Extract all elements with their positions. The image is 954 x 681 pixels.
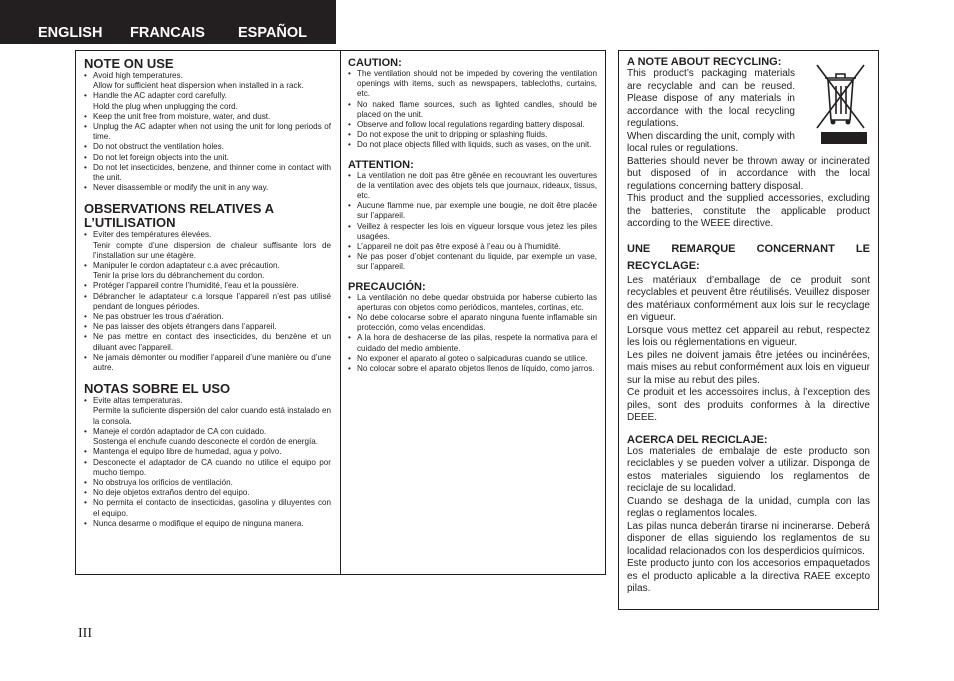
recycling-column [627,56,870,596]
list-item [348,201,597,221]
es-note-title: NOTAS SOBRE EL USO [84,381,231,397]
attention-list [348,171,597,273]
attention-title: ATTENTION: [348,158,414,171]
precaucion-list [348,293,597,375]
es-note-list [84,396,331,529]
list-item-text: Desconecte el adaptador de CA cuando no utilice el equipo por mucho tiempo. [93,457,331,477]
list-item-text: Maneje el cordón adaptador de CA con cuidado. [93,426,267,436]
en-recycling-title: A NOTE ABOUT RECYCLING: [627,56,782,68]
list-item-text: Do not let insecticides, benzene, and thinner come in contact with the unit. [93,162,331,183]
list-item [84,281,331,291]
list-item-text: No permita el contacto de insecticidas, gasolina y diluyentes con el equipo. [93,498,331,518]
list-item-text: Avoid high temperatures. [93,71,183,80]
caution-column [348,57,597,374]
list-item [84,163,331,183]
es-recycling-title: ACERCA DEL RECICLAJE: [627,433,768,446]
list-item-text: Unplug the AC adapter when not using the unit for long periods of time. [93,122,331,142]
lang-francais: FRANCAIS [130,25,205,41]
list-item [84,153,331,163]
list-item [84,447,331,457]
list-item-text: No debe colocarse sobre el aparato ninguna fuente inflamable sin protección, como velas encendidas. [357,313,597,333]
list-item [348,69,597,100]
caution-list [348,69,597,151]
list-item [84,112,331,122]
list-item-text: The ventilation should not be impeded by covering the ventilation openings with items, such as newspapers, tablecloths, curtains, etc. [357,69,597,99]
list-item-text: Do not place objects filled with liquids, such as vases, on the unit. [357,140,592,150]
list-item [84,478,331,488]
list-item-text: Never disassemble or modify the unit in any way. [93,183,269,193]
list-item [348,354,597,364]
en-recycling-p1: This product’s packaging materials are recyclable and can be reused. Please dispose of any materials in accordance with the local recycling regulations. [627,68,795,129]
fr-recycling-title: UNE REMARQUE CONCERNANT LE RECYCLAGE: [627,242,870,272]
list-item [84,332,331,352]
list-item [84,261,331,281]
list-item-text: L’appareil ne doit pas être exposé à l’eau ou à l’humidité. [357,242,561,252]
fr-note-list [84,230,331,373]
list-item-text: Ne jamais démonter ou modifier l’appareil d’une manière ou d’une autre. [93,352,331,373]
list-item [348,140,597,150]
fr-recycling-p3: Les piles ne doivent jamais être jetées ou incinérées, mais mises au rebut conformément aux lois en vigueur sur la mise au rebut des piles. [627,349,870,386]
lang-espanol: ESPAÑOL [238,25,308,41]
list-item-text: Ne pas obstruer les trous d’aération. [93,312,224,322]
list-item [348,222,597,242]
list-item-text: Veillez à respecter les lois en vigueur lorsque vous jetez les piles usagées. [357,221,597,241]
list-item-text: No colocar sobre el aparato objetos llenos de líquido, como jarros. [357,364,595,374]
list-item [84,183,331,193]
list-item-text: No exponer el aparato al goteo o salpicaduras cuando se utilice. [357,353,588,363]
list-item-text: Ne pas poser d’objet contenant du liquide, par exemple un vase, sur l’appareil. [357,252,597,272]
list-item [348,171,597,202]
list-item [348,120,597,130]
list-item-text: Aucune flamme nue, par exemple une bougie, ne doit être placée sur l’appareil. [357,201,597,221]
lang-english: ENGLISH [38,25,103,41]
list-item-text: Débrancher le adaptateur c.a lorsque l’appareil n’est pas utilisé pendant de longues périodes. [93,291,331,311]
list-item [84,230,331,261]
list-item [84,353,331,373]
note-on-use-column [84,57,331,529]
list-item-text: Evite altas temperaturas. [93,396,183,406]
list-item [84,458,331,478]
list-item-text: Eviter des températures élevées. [93,230,212,240]
en-recycling-p4: This product and the supplied accessories, excluding the batteries, constitute the applicable product according to the WEEE directive. [627,193,870,229]
list-item-subtext: Tenir compte d’une dispersion de chaleur suffisante lors de l’installation sur une étagère. [93,240,331,260]
list-item-text: No naked flame sources, such as lighted candles, should be placed on the unit. [357,99,597,119]
list-item [348,242,597,252]
list-item [84,292,331,312]
list-item [84,427,331,447]
list-item [348,252,597,272]
list-item-text: Manipuler le cordon adaptateur c.a avec précaution. [93,261,280,271]
list-item [348,333,597,353]
list-item [84,519,331,529]
list-item-text: Mantenga el equipo libre de humedad, agua y polvo. [93,447,282,457]
list-item [84,122,331,142]
list-item-text: Do not obstruct the ventilation holes. [93,142,224,152]
list-item [84,322,331,332]
list-item-text: Observe and follow local regulations regarding battery disposal. [357,120,585,130]
list-item-subtext: Sostenga el enchufe cuando desconecte el cordón de energía. [93,437,318,447]
list-item [84,498,331,518]
list-item-text: Handle the AC adapter cord carefully. [93,91,227,101]
list-item-text: Keep the unit free from moisture, water, and dust. [93,111,271,121]
list-item [348,313,597,333]
list-item-text: Nunca desarme o modifique el equipo de ninguna manera. [93,518,304,528]
list-item-text: Protéger l’appareil contre l’humidité, l’eau et la poussière. [93,281,299,291]
list-item [84,396,331,427]
list-item-subtext: Permite la suficiente dispersión del calor cuando está instalado en la consola. [93,406,331,426]
en-recycling-p3: Batteries should never be thrown away or incinerated but disposed of in accordance with the local regulations concerning battery disposal. [627,155,870,192]
list-item [348,100,597,120]
weee-crossed-bin-icon [812,60,870,144]
es-recycling-p1: Los materiales de embalaje de este producto son reciclables y se pueden volver a utilizar. Disponga de estos materiales siguiendo los reglamentos de reciclaje de su localidad. [627,445,870,494]
list-item-subtext: Allow for sufficient heat dispersion when installed in a rack. [93,81,304,91]
en-note-title: NOTE ON USE [84,56,174,71]
list-item [348,364,597,374]
list-item-text: No deje objetos extraños dentro del equipo. [93,488,250,498]
caution-title: CAUTION: [348,57,402,69]
list-item-subtext: Tenir la prise lors du débranchement du cordon. [93,271,265,281]
list-item [84,142,331,152]
list-item-text: Ne pas laisser des objets étrangers dans l’appareil. [93,322,277,332]
column-divider [340,50,341,575]
fr-recycling-p1: Les matériaux d’emballage de ce produit sont recyclables et peuvent être réutilisés. Veuillez disposer des matériaux conformément aux lois sur le recyclage en vigueur. [627,274,870,323]
en-recycling-p2: When discarding the unit, comply with local rules or regulations. [627,130,795,154]
fr-recycling-p4: Ce produit et les accessoires inclus, à l’exception des piles, sont des produits conformes à la directive DEEE. [627,387,870,423]
list-item-text: Do not expose the unit to dripping or splashing fluids. [357,130,548,140]
list-item-text: La ventilation ne doit pas être gênée en recouvrant les ouvertures de la ventilation avec des objets tels que journaux, rideaux, tissus, etc. [357,170,597,201]
list-item [84,91,331,111]
language-header [0,0,336,44]
list-item-text: A la hora de deshacerse de las pilas, respete la normativa para el cuidado del medio ambiente. [357,333,597,353]
list-item-text: No obstruya los orificios de ventilación. [93,477,233,487]
list-item [348,293,597,313]
es-recycling-p4: Este producto junto con los accesorios empaquetados es el producto aplicable a la directiva RAEE excepto pilas. [627,558,870,594]
fr-recycling-p2: Lorsque vous mettez cet appareil au rebut, respectez les lois ou réglementations en vigueur. [627,324,870,348]
list-item [84,488,331,498]
en-note-list [84,71,331,193]
list-item-text: La ventilación no debe quedar obstruida por haberse cubierto las aperturas con objetos como periódicos, manteles, cortinas, etc. [357,292,597,312]
page-number: III [78,626,92,641]
list-item [348,130,597,140]
list-item-subtext: Hold the plug when unplugging the cord. [93,101,238,111]
list-item-text: Do not let foreign objects into the unit. [93,152,229,162]
precaucion-title: PRECAUCIÓN: [348,280,426,293]
es-recycling-p2: Cuando se deshaga de la unidad, cumpla con las reglas o reglamentos locales. [627,495,870,519]
es-recycling-p3: Las pilas nunca deberán tirarse ni incinerarse. Deberá disponer de ellas siguiendo los reglamentos de su localidad relacionados con los desperdicios químicos. [627,520,870,557]
list-item [84,312,331,322]
fr-note-title: OBSERVATIONS RELATIVES A L’UTILISATION [84,201,274,231]
list-item-text: Ne pas mettre en contact des insecticides, du benzène et un diluant avec l’appareil. [93,332,331,352]
list-item [84,71,331,91]
